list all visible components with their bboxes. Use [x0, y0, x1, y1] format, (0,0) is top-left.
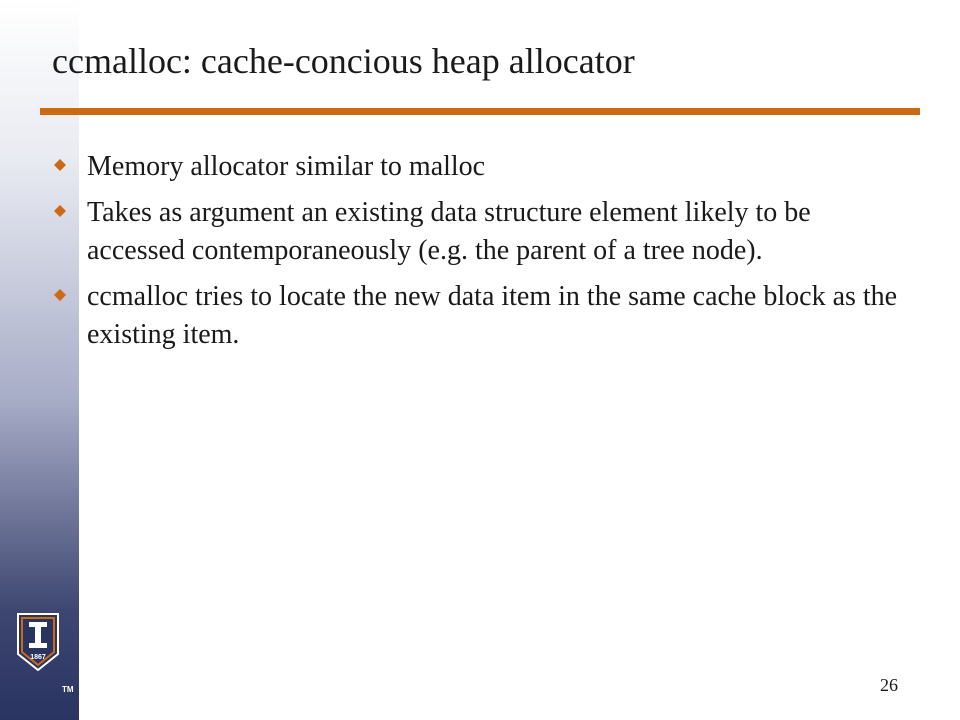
slide-title: ccmalloc: cache-concious heap allocator [52, 41, 635, 81]
bullet-text: Takes as argument an existing data structure element likely to be accessed contemporaneously (e.g. the parent of a tree node). [87, 197, 811, 266]
logo-year: 1867 [30, 654, 46, 661]
bullet-text: Memory allocator similar to malloc [87, 151, 486, 182]
bullet-list [50, 148, 910, 362]
diamond-bullet-icon [54, 289, 66, 301]
bullet-item [50, 194, 910, 270]
page-number: 26 [880, 675, 898, 695]
diamond-bullet-icon [54, 159, 66, 171]
bullet-item [50, 148, 910, 186]
title-underline [40, 108, 920, 115]
university-logo [16, 612, 60, 672]
bullet-item [50, 278, 910, 354]
diamond-bullet-icon [54, 205, 66, 217]
bullet-text: ccmalloc tries to locate the new data item in the same cache block as the existing item. [87, 281, 898, 350]
trademark-mark: TM [62, 685, 74, 694]
